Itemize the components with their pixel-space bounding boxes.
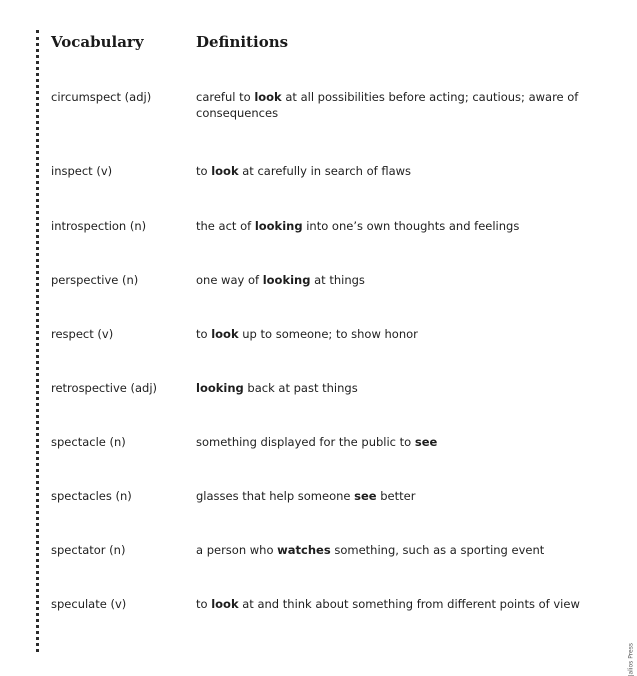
vocabulary-definition (196, 434, 606, 450)
table-header (0, 33, 637, 57)
definition-keyword: see (354, 489, 377, 503)
definition-text: something displayed for the public to (196, 435, 415, 449)
definition-text: careful to (196, 90, 255, 104)
definition-keyword: look (211, 327, 239, 341)
definition-text: the act of (196, 219, 255, 233)
vocabulary-term: introspection (n) (51, 219, 147, 233)
vocabulary-definition (196, 163, 606, 179)
definition-text: to (196, 597, 212, 611)
vocabulary-definition (196, 596, 606, 612)
vocabulary-term: retrospective (adj) (51, 381, 158, 395)
definition-text: to (196, 327, 212, 341)
publisher-credit: Jalios Press (627, 643, 634, 676)
dotted-margin-line (36, 30, 39, 652)
vocabulary-heading: Vocabulary (51, 33, 144, 51)
vocabulary-term: spectacle (n) (51, 435, 126, 449)
definition-text: to (196, 164, 212, 178)
definition-keyword: look (211, 597, 239, 611)
vocabulary-term: spectator (n) (51, 543, 126, 557)
definition-text: at things (310, 273, 365, 287)
vocabulary-definition (196, 488, 606, 504)
definition-text: better (376, 489, 416, 503)
vocabulary-term: circumspect (adj) (51, 90, 152, 104)
vocabulary-definition (196, 542, 606, 558)
definition-keyword: looking (254, 219, 303, 233)
definition-text: a person who (196, 543, 278, 557)
definition-text: into one’s own thoughts and feelings (302, 219, 520, 233)
vocabulary-definition (196, 218, 606, 234)
vocabulary-term: respect (v) (51, 327, 114, 341)
vocabulary-definition (196, 380, 606, 396)
definition-text: back at past things (243, 381, 358, 395)
vocabulary-term: spectacles (n) (51, 489, 132, 503)
definition-keyword: watches (277, 543, 331, 557)
definition-keyword: looking (196, 381, 244, 395)
definitions-heading: Definitions (196, 33, 289, 51)
definition-text: at all possibilities before acting; cautious; aware of consequences (196, 90, 579, 120)
vocabulary-term: speculate (v) (51, 597, 127, 611)
definition-text: one way of (196, 273, 263, 287)
definition-text: at and think about something from different points of view (238, 597, 580, 611)
definition-text: glasses that help someone (196, 489, 355, 503)
vocabulary-definition (196, 272, 606, 288)
definition-text: something, such as a sporting event (330, 543, 545, 557)
definition-keyword: looking (262, 273, 311, 287)
vocabulary-term: inspect (v) (51, 164, 113, 178)
definition-text: up to someone; to show honor (238, 327, 418, 341)
vocabulary-definition (196, 326, 606, 342)
definition-keyword: see (414, 435, 438, 449)
vocabulary-definition (196, 89, 606, 121)
definition-text: at carefully in search of flaws (238, 164, 412, 178)
definition-keyword: look (211, 164, 239, 178)
vocabulary-term: perspective (n) (51, 273, 139, 287)
definition-keyword: look (254, 90, 282, 104)
